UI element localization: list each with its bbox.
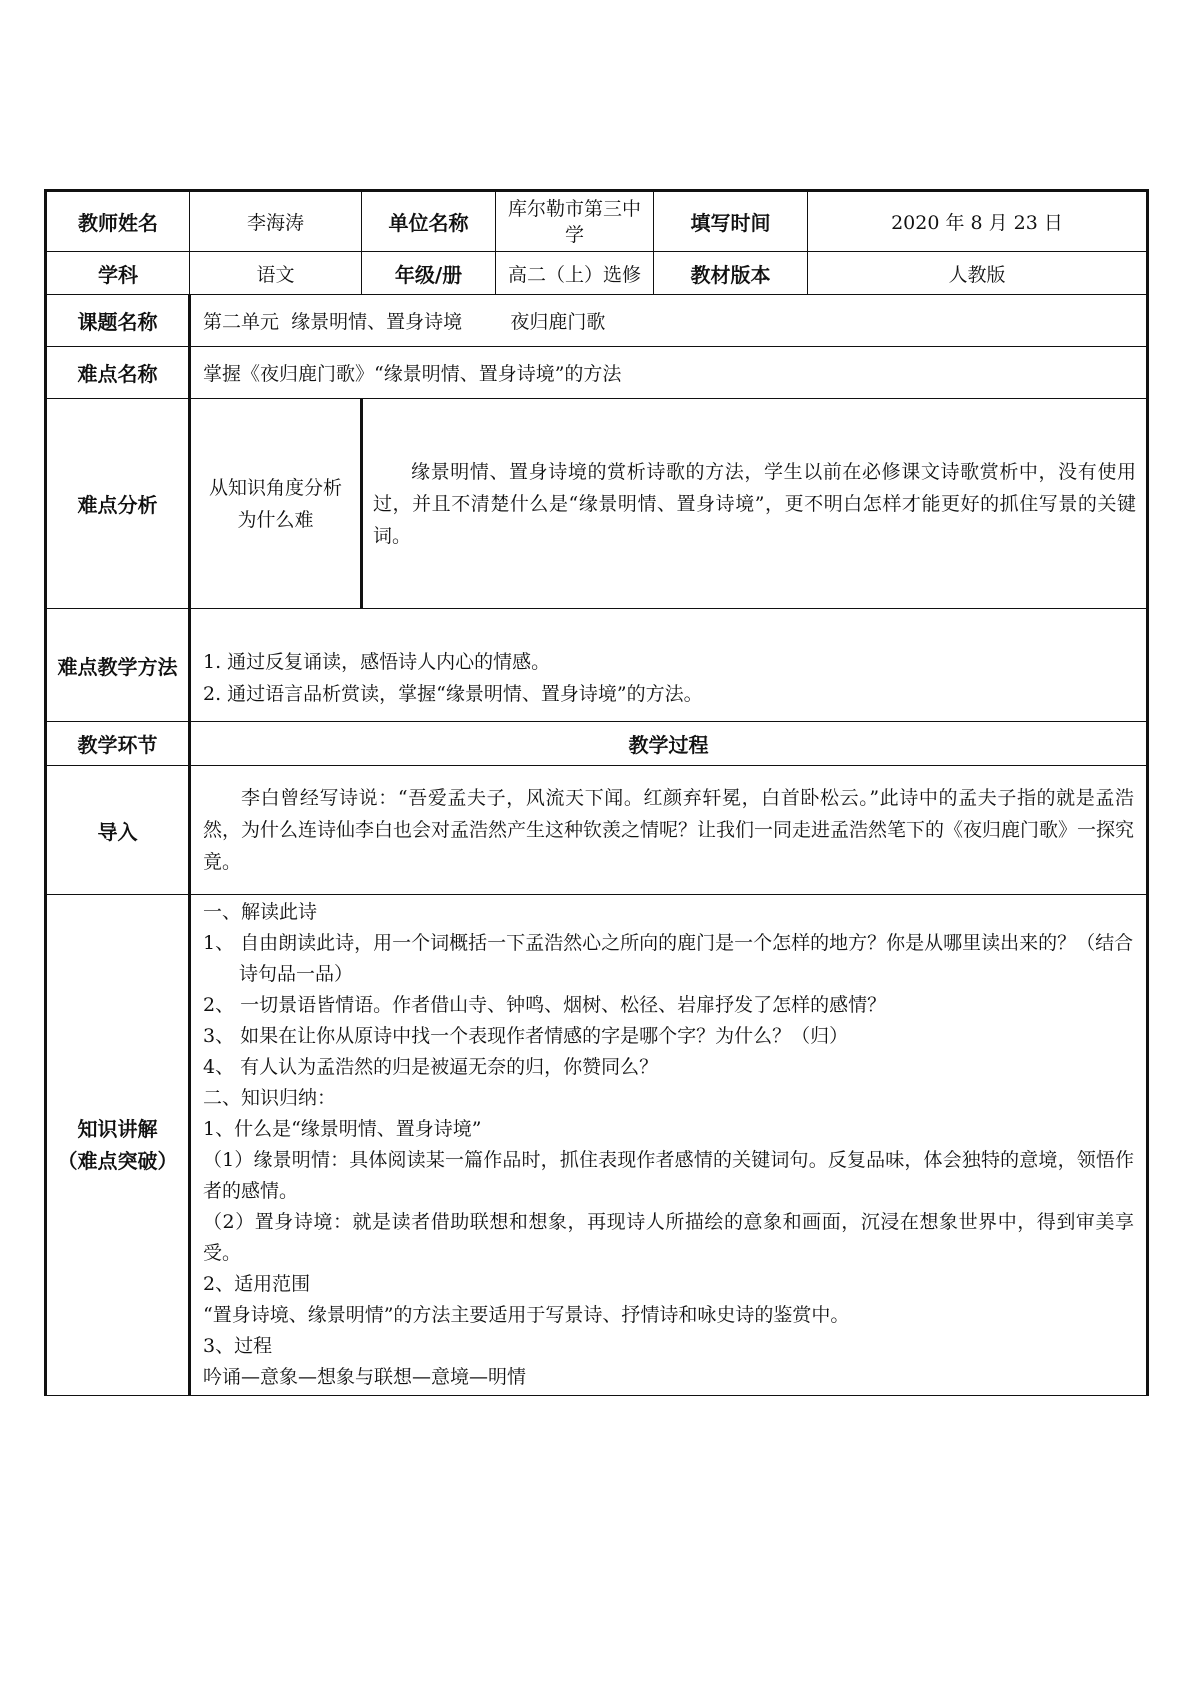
teacher-name-label: 教师姓名: [46, 191, 190, 252]
knowledge-point-1: 1、什么是“缘景明情、置身诗境”: [203, 1118, 482, 1140]
stage-header: 教学环节: [46, 722, 190, 766]
knowledge-point-2: 2、适用范围: [203, 1273, 311, 1295]
method-cell: [190, 609, 1148, 722]
intro-text: 李白曾经写诗说：“吾爱孟夫子，风流天下闻。红颜弃轩冕，白首卧松云。”此诗中的孟夫子指的就是孟浩然，为什么连诗仙李白也会对孟浩然产生这种钦羡之情呢？让我们一同走进孟浩然笔下的《夜归鹿门歌》一探究竟。: [203, 787, 1135, 873]
knowledge-point-1a: （1）缘景明情：具体阅读某一篇作品时，抓住表现作者感情的关键词句。反复品味，体会独特的意境，领悟作者的感情。: [203, 1149, 1134, 1202]
edition-label: 教材版本: [654, 252, 808, 295]
process-header: 教学过程: [190, 722, 1148, 766]
topic-label: 课题名称: [46, 295, 190, 347]
unit-name-label: 单位名称: [362, 191, 496, 252]
difficulty-label: 难点名称: [46, 347, 190, 399]
knowledge-label: [46, 895, 190, 1396]
knowledge-label-sub: （难点突破）: [57, 1149, 178, 1173]
method-item-1: 1. 通过反复诵读，感悟诗人内心的情感。: [203, 651, 551, 673]
difficulty-value: 掌握《夜归鹿门歌》“缘景明情、置身诗境”的方法: [190, 347, 1148, 399]
lesson-plan-form: [44, 189, 1146, 1396]
method-label: 难点教学方法: [46, 609, 190, 722]
knowledge-label-main: 知识讲解: [77, 1117, 158, 1141]
fill-time-label: 填写时间: [654, 191, 808, 252]
analysis-angle: 从知识角度分析为什么难: [190, 399, 362, 609]
analysis-text: 缘景明情、置身诗境的赏析诗歌的方法，学生以前在必修课文诗歌赏析中，没有使用过，并且不清楚什么是“缘景明情、置身诗境”，更不明白怎样才能更好的抓住写景的关键词。: [373, 460, 1136, 547]
intro-cell: [190, 766, 1148, 895]
subject-value: 语文: [190, 252, 362, 295]
analysis-label: 难点分析: [46, 399, 190, 609]
question-2: 2、 一切景语皆情语。作者借山寺、钟鸣、烟树、松径、岩扉抒发了怎样的感情？: [203, 994, 887, 1016]
question-1: 1、 自由朗读此诗，用一个词概括一下孟浩然心之所向的鹿门是一个怎样的地方？你是从哪里读出来的？（结合诗句品一品）: [203, 932, 1134, 985]
knowledge-point-3: 3、过程: [203, 1335, 273, 1357]
fill-time-value: 2020 年 8 月 23 日: [808, 191, 1148, 252]
knowledge-content: [191, 895, 1146, 1395]
subject-label: 学科: [46, 252, 190, 295]
edition-value: 人教版: [808, 252, 1148, 295]
teacher-name-value: 李海涛: [190, 191, 362, 252]
knowledge-heading-1: 一、解读此诗: [203, 901, 318, 923]
knowledge-cell: [190, 895, 1148, 1396]
unit-name-value: 库尔勒市第三中学: [496, 191, 654, 252]
analysis-cell: [362, 399, 1148, 609]
question-4: 4、 有人认为孟浩然的归是被逼无奈的归，你赞同么？: [203, 1056, 659, 1078]
question-3: 3、 如果在让你从原诗中找一个表现作者情感的字是哪个字？为什么？（归）: [203, 1025, 849, 1047]
topic-value: 第二单元 缘景明情、置身诗境 夜归鹿门歌: [190, 295, 1148, 347]
method-item-2: 2. 通过语言品析赏读，掌握“缘景明情、置身诗境”的方法。: [203, 683, 703, 705]
knowledge-point-3a: 吟诵—意象—想象与联想—意境—明情: [203, 1366, 527, 1388]
knowledge-heading-2: 二、知识归纳：: [203, 1087, 337, 1109]
grade-value: 高二（上）选修: [496, 252, 654, 295]
lesson-plan-table: [44, 189, 1149, 1396]
knowledge-point-1b: （2）置身诗境：就是读者借助联想和想象，再现诗人所描绘的意象和画面，沉浸在想象世界中，得到审美享受。: [203, 1211, 1134, 1264]
grade-label: 年级/册: [362, 252, 496, 295]
knowledge-point-2a: “置身诗境、缘景明情”的方法主要适用于写景诗、抒情诗和咏史诗的鉴赏中。: [203, 1304, 850, 1326]
intro-label: 导入: [46, 766, 190, 895]
